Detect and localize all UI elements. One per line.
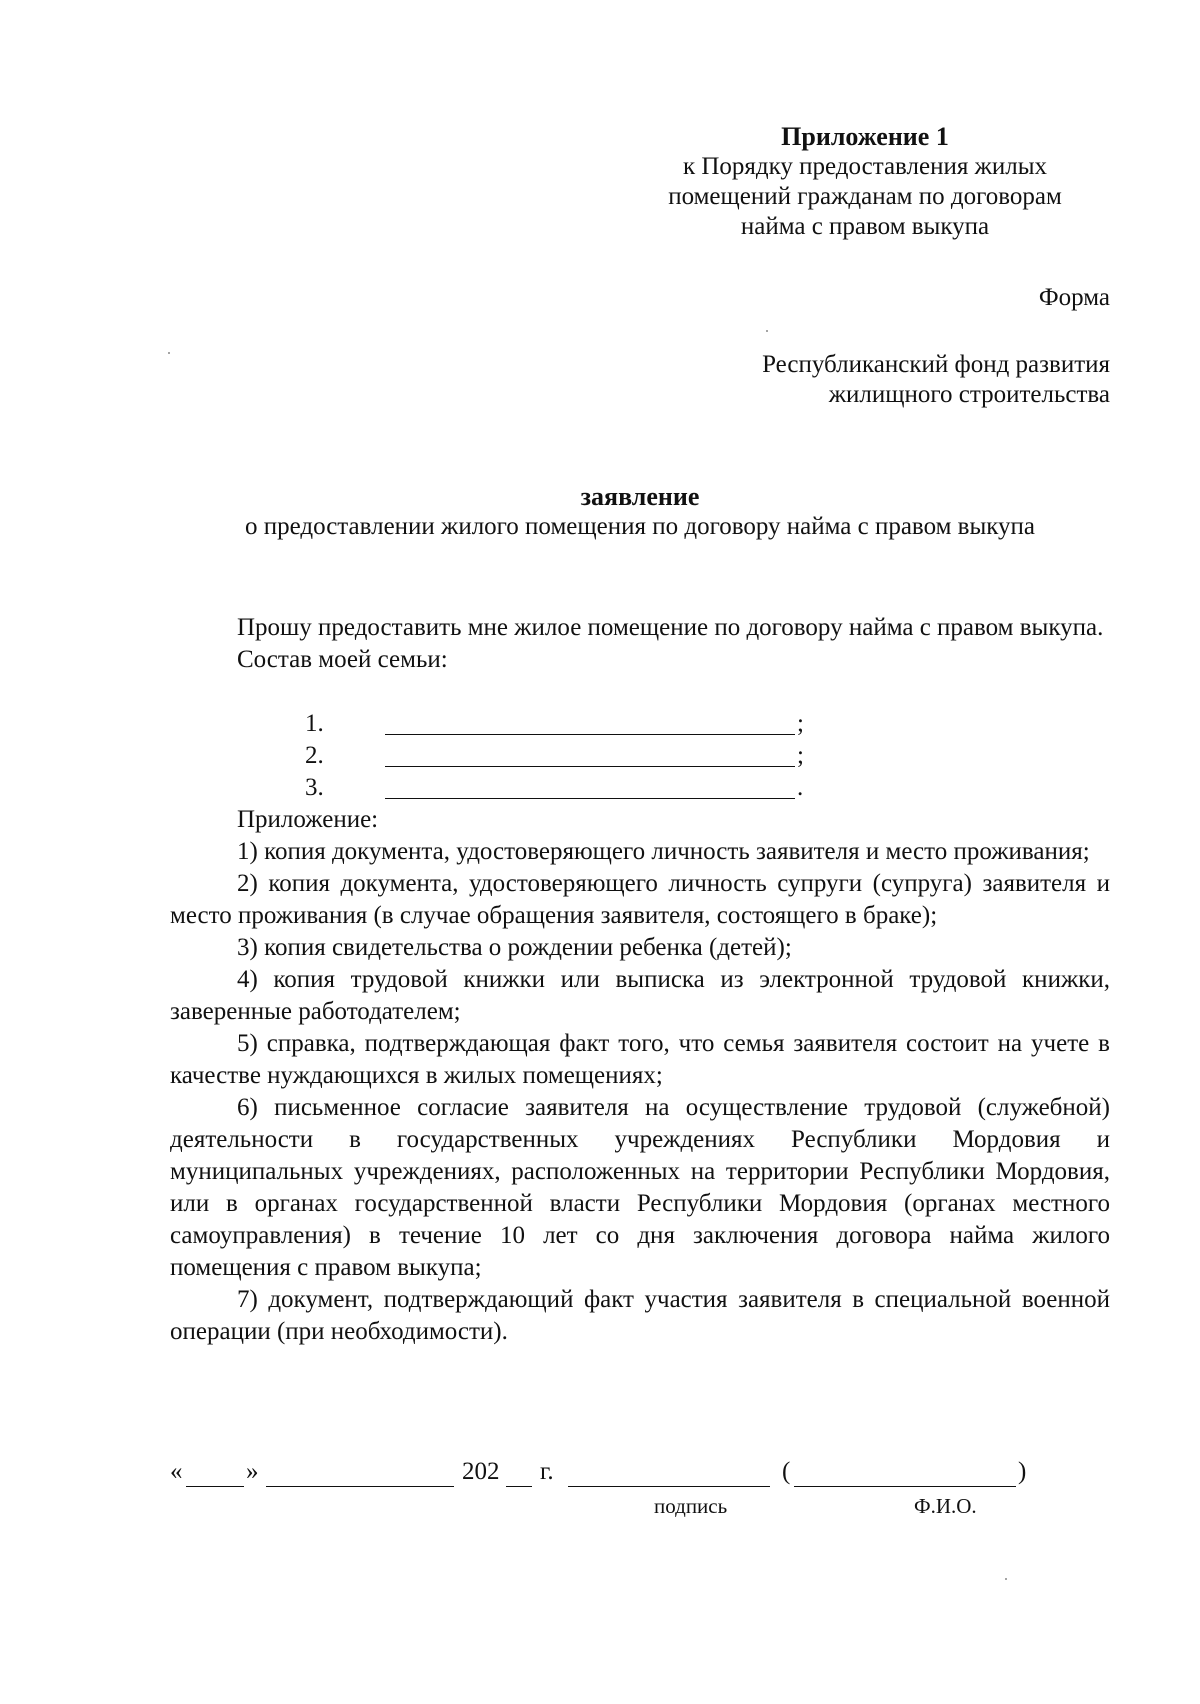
date-close-quote: » [246,1458,259,1485]
year-blank [506,1486,532,1487]
attachment-item: 5) справка, подтверждающая факт того, что семья заявителя состоит на учете в качестве нуждающихся в жилых помещениях; [170,1030,1110,1089]
attachment-item: 2) копия документа, удостоверяющего личность супруги (супруга) заявителя и место проживания (в случае обращения заявителя, состоящего в браке); [170,870,1110,929]
family-row-end: ; [797,742,804,769]
attachment-item: 6) письменное согласие заявителя на осуществление трудовой (служебной) деятельности в государственных учреждениях Республики Мордовия и муниципальных учреждениях, расположенных на территории Республики Мордовия, или в органах государственной власти Республики Мордовия (органах местного самоуправления) в течение 10 лет со дня заключения договора найма жилого помещения с правом выкупа; [170,1094,1110,1281]
attachment-item: 3) копия свидетельства о рождении ребенка (детей); [237,934,792,961]
form-label: Форма [1038,284,1110,311]
month-blank [266,1486,454,1487]
scan-speck [1005,1578,1007,1580]
name-close-paren: ) [1018,1458,1027,1485]
attachments-label: Приложение: [237,806,379,833]
date-open-quote: « [170,1458,183,1485]
document-subheading: о предоставлении жилого помещения по договору найма с правом выкупа [244,513,1036,540]
signature-blank [568,1486,770,1487]
document-heading: заявление [580,482,700,511]
year-suffix: г. [540,1458,554,1485]
year-prefix: 202 [462,1458,500,1485]
request-section [170,612,1110,676]
document-title [160,482,1120,542]
family-row-number: 1. [305,710,324,737]
name-caption: Ф.И.О. [914,1494,977,1518]
attachments-section [170,804,1110,1348]
family-member-blank [385,766,795,767]
attachment-item: 1) копия документа, удостоверяющего личность заявителя и место проживания; [237,838,1090,865]
appendix-line: помещений гражданам по договорам [668,183,1062,210]
addressee-line: Республиканский фонд развития [762,351,1110,378]
appendix-title: Приложение 1 [781,122,949,151]
family-row-end: . [797,774,804,801]
scan-speck [766,330,768,332]
name-open-paren: ( [782,1458,791,1485]
family-member-blank [385,734,795,735]
addressee-line: жилищного строительства [828,381,1110,408]
full-name-blank [794,1486,1016,1487]
appendix-line: к Порядку предоставления жилых [682,153,1048,180]
scan-speck [168,352,170,354]
signature-block [170,1458,1110,1518]
appendix-block [640,122,1090,242]
request-paragraph: Прошу предоставить мне жилое помещение по договору найма с правом выкупа. [237,614,1104,641]
day-blank [186,1486,244,1487]
family-row-end: ; [797,710,804,737]
attachment-item: 7) документ, подтверждающий факт участия заявителя в специальной военной операции (при необходимости). [170,1286,1110,1345]
addressee-block [762,350,1110,410]
signature-caption: подпись [654,1494,728,1518]
family-row-number: 3. [305,774,324,801]
attachment-item: 4) копия трудовой книжки или выписка из электронной трудовой книжки, заверенные работодателем; [170,966,1110,1025]
family-member-blank [385,798,795,799]
family-row-number: 2. [305,742,324,769]
family-label: Состав моей семьи: [237,646,448,673]
appendix-line: найма с правом выкупа [740,213,990,240]
